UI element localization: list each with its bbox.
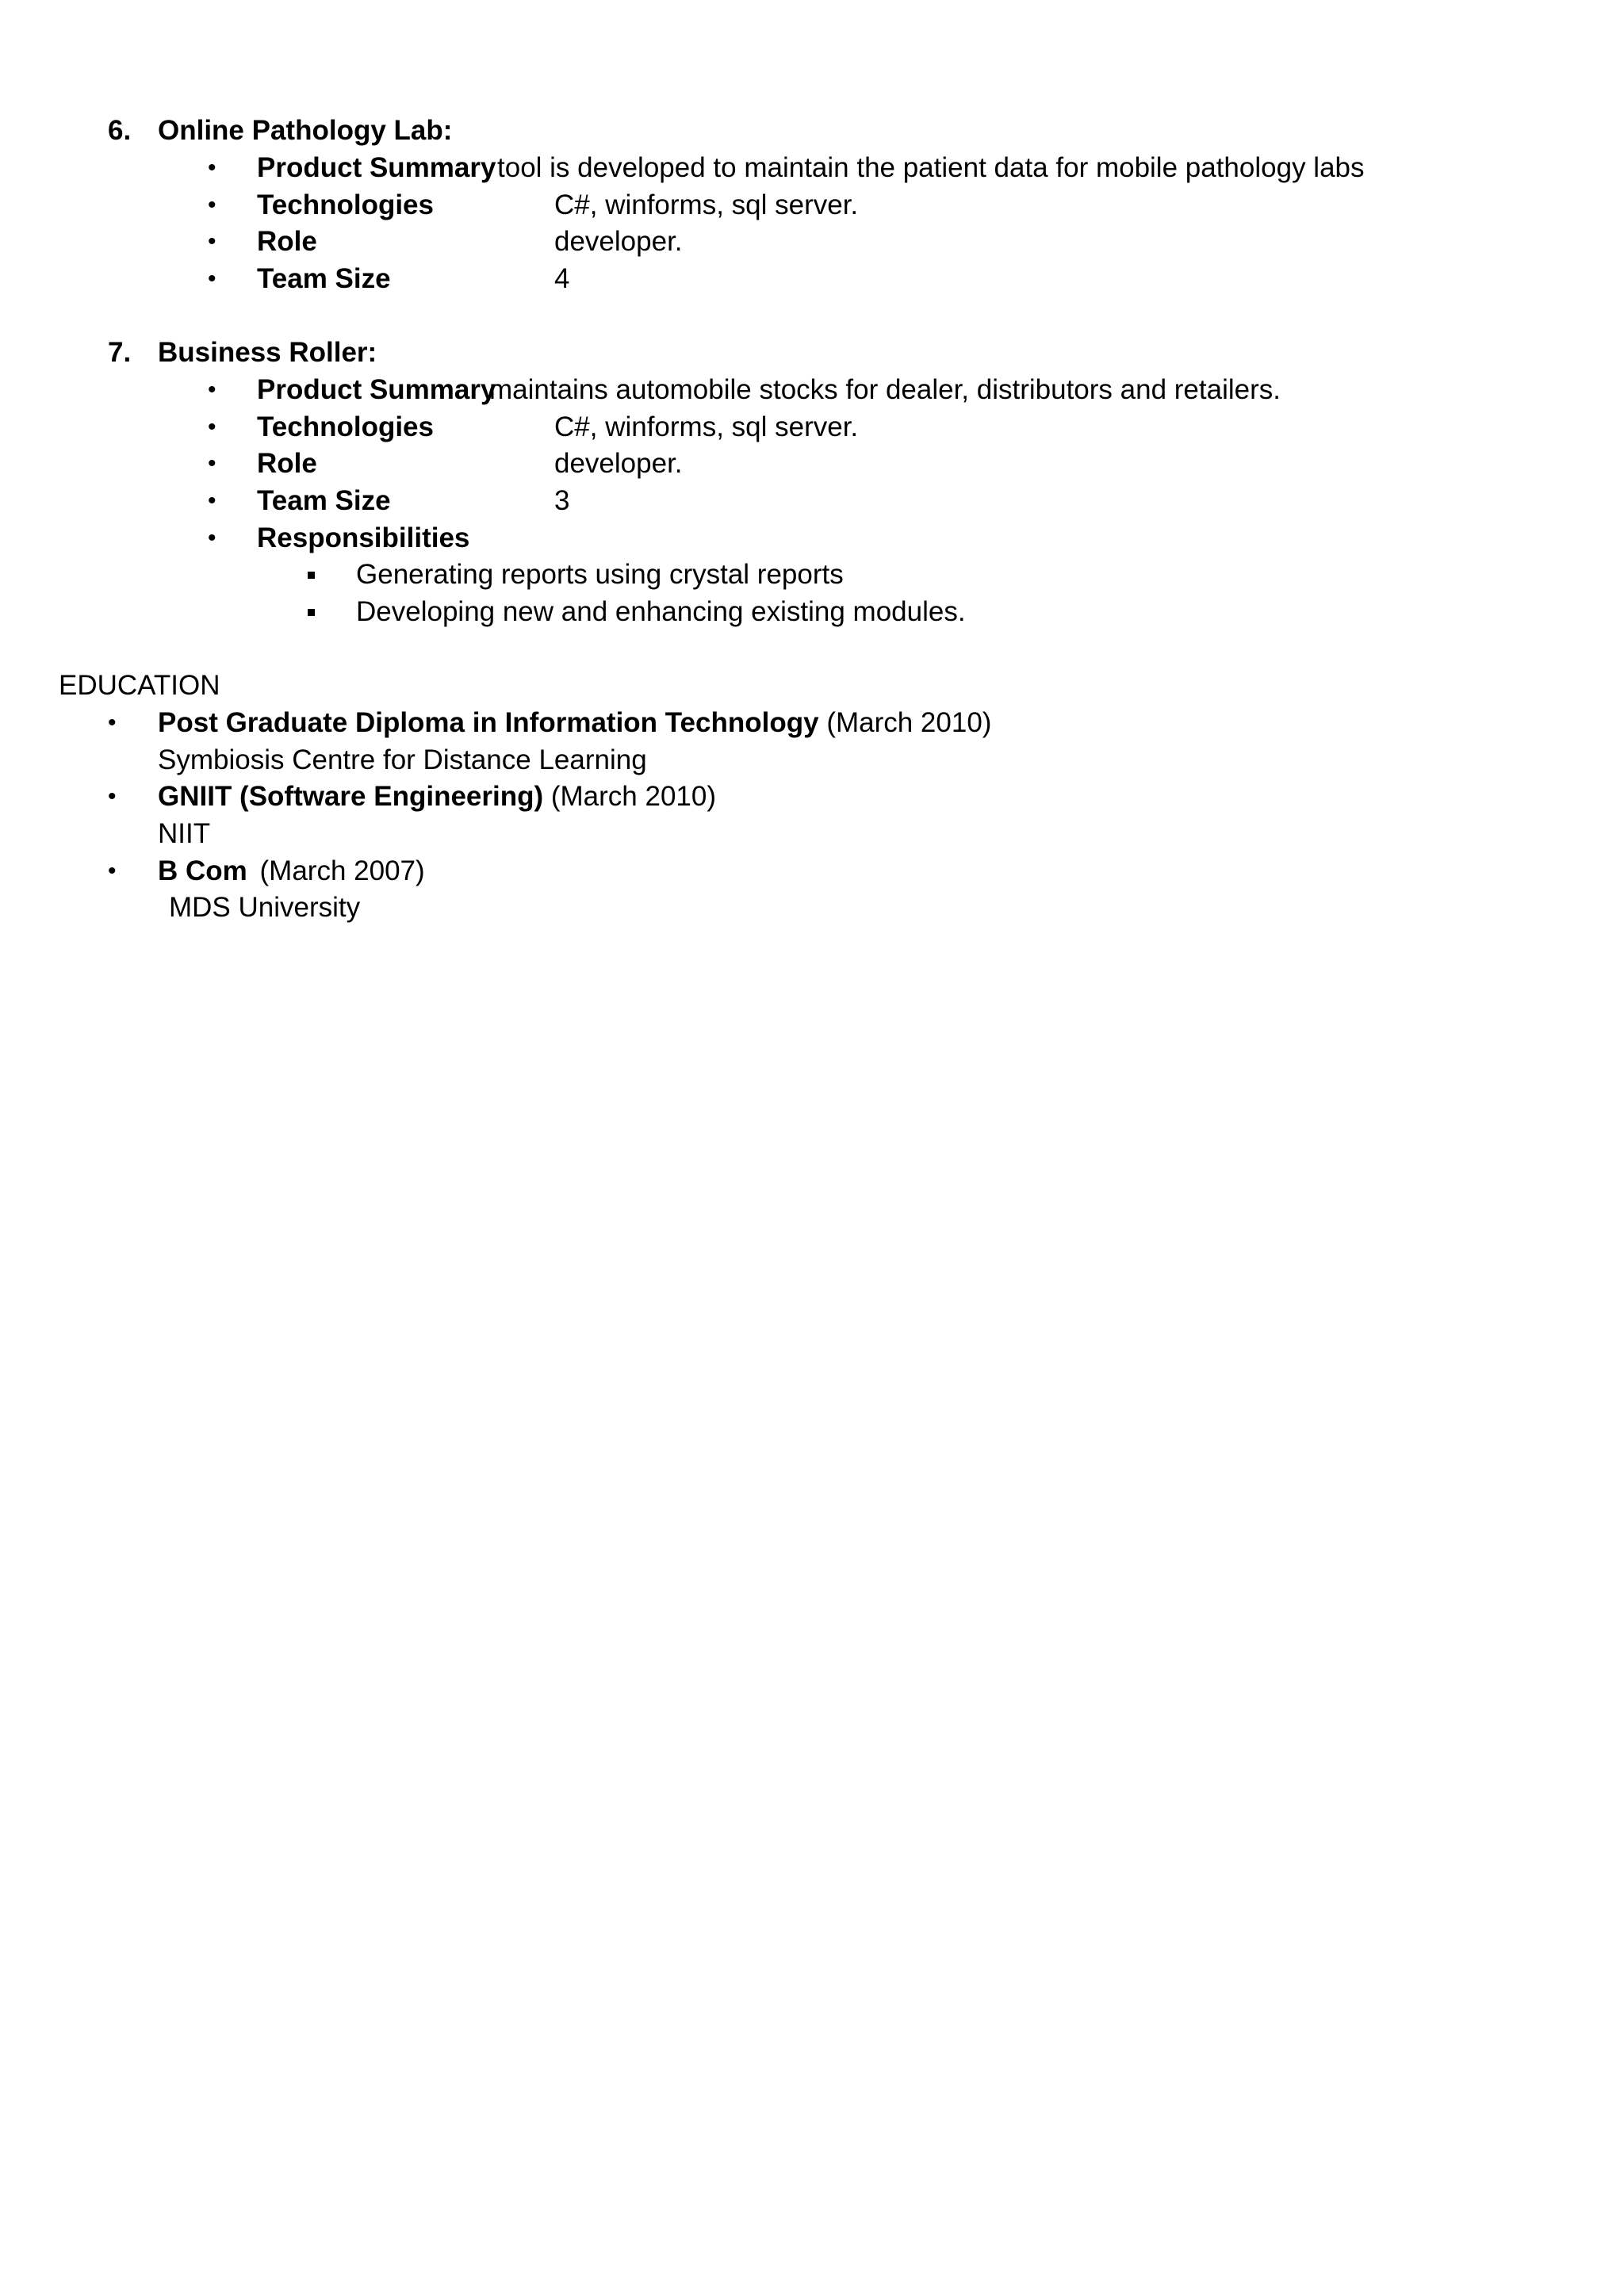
field-label: Role bbox=[257, 448, 317, 479]
field-label: Role bbox=[257, 226, 317, 257]
responsibility-item: Developing new and enhancing existing modules. bbox=[356, 596, 966, 627]
education-item bbox=[158, 779, 716, 815]
field-value: developer. bbox=[554, 448, 683, 479]
bullet-icon: • bbox=[208, 266, 216, 292]
education-item bbox=[158, 853, 425, 890]
institution-name: Symbiosis Centre for Distance Learning bbox=[158, 744, 647, 775]
bullet-icon: • bbox=[208, 228, 216, 254]
bullet-icon: • bbox=[208, 525, 216, 551]
bullet-icon: • bbox=[208, 377, 216, 403]
field-label: Technologies bbox=[257, 189, 434, 220]
square-bullet-icon bbox=[308, 572, 315, 579]
field-value: tool is developed to maintain the patient data for mobile pathology labs bbox=[497, 152, 1365, 183]
field-value: C#, winforms, sql server. bbox=[554, 411, 859, 442]
bullet-icon: • bbox=[208, 488, 216, 514]
education-item bbox=[158, 705, 991, 741]
responsibility-item: Generating reports using crystal reports bbox=[356, 559, 844, 590]
bullet-icon: • bbox=[208, 155, 216, 181]
bullet-icon: • bbox=[108, 783, 117, 809]
field-value: C#, winforms, sql server. bbox=[554, 189, 859, 220]
degree-date: (March 2010) bbox=[826, 707, 992, 738]
field-label: Team Size bbox=[257, 263, 391, 294]
bullet-icon: • bbox=[108, 858, 117, 884]
field-value: 3 bbox=[554, 485, 570, 516]
bullet-icon: • bbox=[108, 710, 117, 736]
field-label: Product Summary bbox=[257, 374, 496, 405]
project-number: 6. bbox=[108, 115, 132, 146]
field-value: developer. bbox=[554, 226, 683, 257]
degree-date: (March 2007) bbox=[259, 855, 425, 886]
institution-name: NIIT bbox=[158, 818, 211, 849]
section-heading: EDUCATION bbox=[59, 670, 220, 701]
project-title: Online Pathology Lab: bbox=[158, 115, 453, 146]
institution-name: MDS University bbox=[169, 892, 361, 923]
project-title: Business Roller: bbox=[158, 337, 377, 368]
degree-name: GNIIT (Software Engineering) bbox=[158, 781, 544, 812]
degree-date: (March 2010) bbox=[550, 781, 717, 812]
field-label: Technologies bbox=[257, 411, 434, 442]
degree-name: Post Graduate Diploma in Information Technology bbox=[158, 707, 819, 738]
project-number: 7. bbox=[108, 337, 132, 368]
bullet-icon: • bbox=[208, 192, 216, 218]
square-bullet-icon bbox=[308, 609, 315, 616]
field-label: Responsibilities bbox=[257, 522, 470, 553]
bullet-icon: • bbox=[208, 450, 216, 476]
field-value: maintains automobile stocks for dealer, distributors and retailers. bbox=[489, 374, 1281, 405]
bullet-icon: • bbox=[208, 414, 216, 440]
field-value: 4 bbox=[554, 263, 570, 294]
field-label: Product Summary bbox=[257, 152, 496, 183]
field-label: Team Size bbox=[257, 485, 391, 516]
degree-name: B Com bbox=[158, 855, 247, 886]
